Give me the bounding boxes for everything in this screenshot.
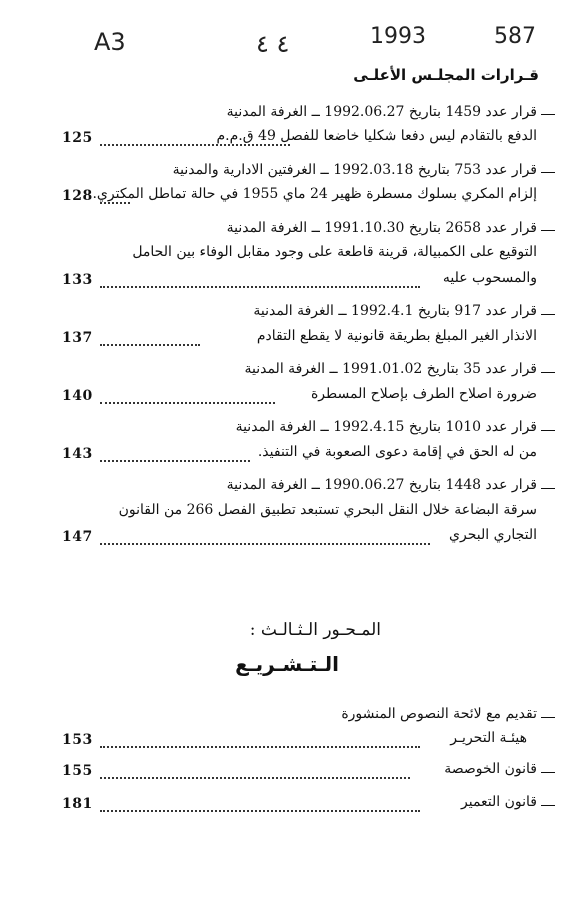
handwritten-mark: ٤ ٤ [256, 30, 290, 58]
entry-ref: قرار عدد 1448 بتاريخ 1990.06.27 ــ الغرفة المدنية [226, 477, 537, 493]
entry-dash [541, 372, 555, 373]
entry-page: 140 [62, 388, 93, 404]
entry-desc: التوقيع على الكمبيالة، قرينة قاطعة على وجود مقابل الوفاء بين الحامل [132, 244, 537, 260]
dot-leader [100, 344, 200, 346]
entry-ref: قرار عدد 1459 بتاريخ 1992.06.27 ــ الغرفة المدنية [226, 104, 537, 120]
dot-leader [100, 543, 430, 545]
dot-leader [100, 460, 250, 462]
entry-dash [541, 172, 555, 173]
handwritten-year: 1993 [370, 24, 426, 49]
entry-ref: قرار عدد 917 بتاريخ 1992.4.1 ــ الغرفة المدنية [253, 303, 537, 319]
entry-dash [541, 430, 555, 431]
entry-desc: التجاري البحري [449, 527, 537, 543]
dot-leader [100, 777, 410, 779]
section-title-legislation: الـتـشـريـع [235, 652, 339, 676]
dot-leader [100, 746, 420, 748]
dot-leader [100, 202, 130, 204]
entry-page: 147 [62, 529, 93, 545]
entry-dash [541, 488, 555, 489]
entry-ref: قرار عدد 2658 بتاريخ 1991.10.30 ــ الغرفة المدنية [226, 220, 537, 236]
entry-dash [541, 114, 555, 115]
entry-desc: ضرورة اصلاح الطرف بإصلاح المسطرة [310, 386, 537, 402]
entry-page: 128 [62, 188, 93, 204]
entry-ref: قرار عدد 35 بتاريخ 1991.01.02 ــ الغرفة المدنية [244, 361, 537, 377]
legislation-item: قانون التعمير [461, 794, 537, 810]
axis-heading: المـحـور الـثـالـث : [249, 620, 381, 640]
entry-page: 155 [62, 763, 93, 779]
entry-ref: قرار عدد 753 بتاريخ 1992.03.18 ــ الغرفتين الادارية والمدنية [172, 162, 537, 178]
handwritten-code: A3 [94, 28, 126, 56]
entry-dash [541, 772, 555, 773]
handwritten-page-number: 587 [494, 24, 536, 49]
entry-page: 137 [62, 330, 93, 346]
entry-desc: سرقة البضاعة خلال النقل البحري تستبعد تطبيق الفصل 266 من القانون [118, 502, 537, 518]
entry-page: 133 [62, 272, 93, 288]
entry-dash [541, 314, 555, 315]
dot-leader [100, 402, 275, 404]
entry-desc: الانذار الغير المبلغ بطريقة قانونية لا يقطع التقادم [256, 328, 537, 344]
entry-page: 153 [62, 732, 93, 748]
entry-desc: الدفع بالتقادم ليس دفعا شكليا خاضعا للفصل 49 ق.م.م [216, 128, 537, 144]
legislation-item: تقديم مع لائحة النصوص المنشورة [341, 706, 537, 722]
section-title-supreme-council: قـرارات المجلـس الأعلـى [353, 66, 539, 84]
dot-leader [100, 810, 420, 812]
entry-page: 143 [62, 446, 93, 462]
entry-desc: من له الحق في إقامة دعوى الصعوبة في التنفيذ. [257, 444, 537, 460]
entry-desc: والمسحوب عليه [442, 270, 537, 286]
entry-dash [541, 805, 555, 806]
entry-dash [541, 230, 555, 231]
entry-dash [541, 717, 555, 718]
entry-ref: قرار عدد 1010 بتاريخ 1992.4.15 ــ الغرفة المدنية [235, 419, 537, 435]
entry-page: 181 [62, 796, 93, 812]
entry-page: 125 [62, 130, 93, 146]
legislation-item: قانون الخوصصة [444, 761, 537, 777]
entry-desc: إلزام المكري بسلوك مسطرة ظهير 24 ماي 1955 في حالة تماطل المكتري. [92, 186, 537, 202]
dot-leader [100, 144, 290, 146]
dot-leader [100, 286, 420, 288]
legislation-author: هيئـة التحريـر [450, 730, 527, 746]
